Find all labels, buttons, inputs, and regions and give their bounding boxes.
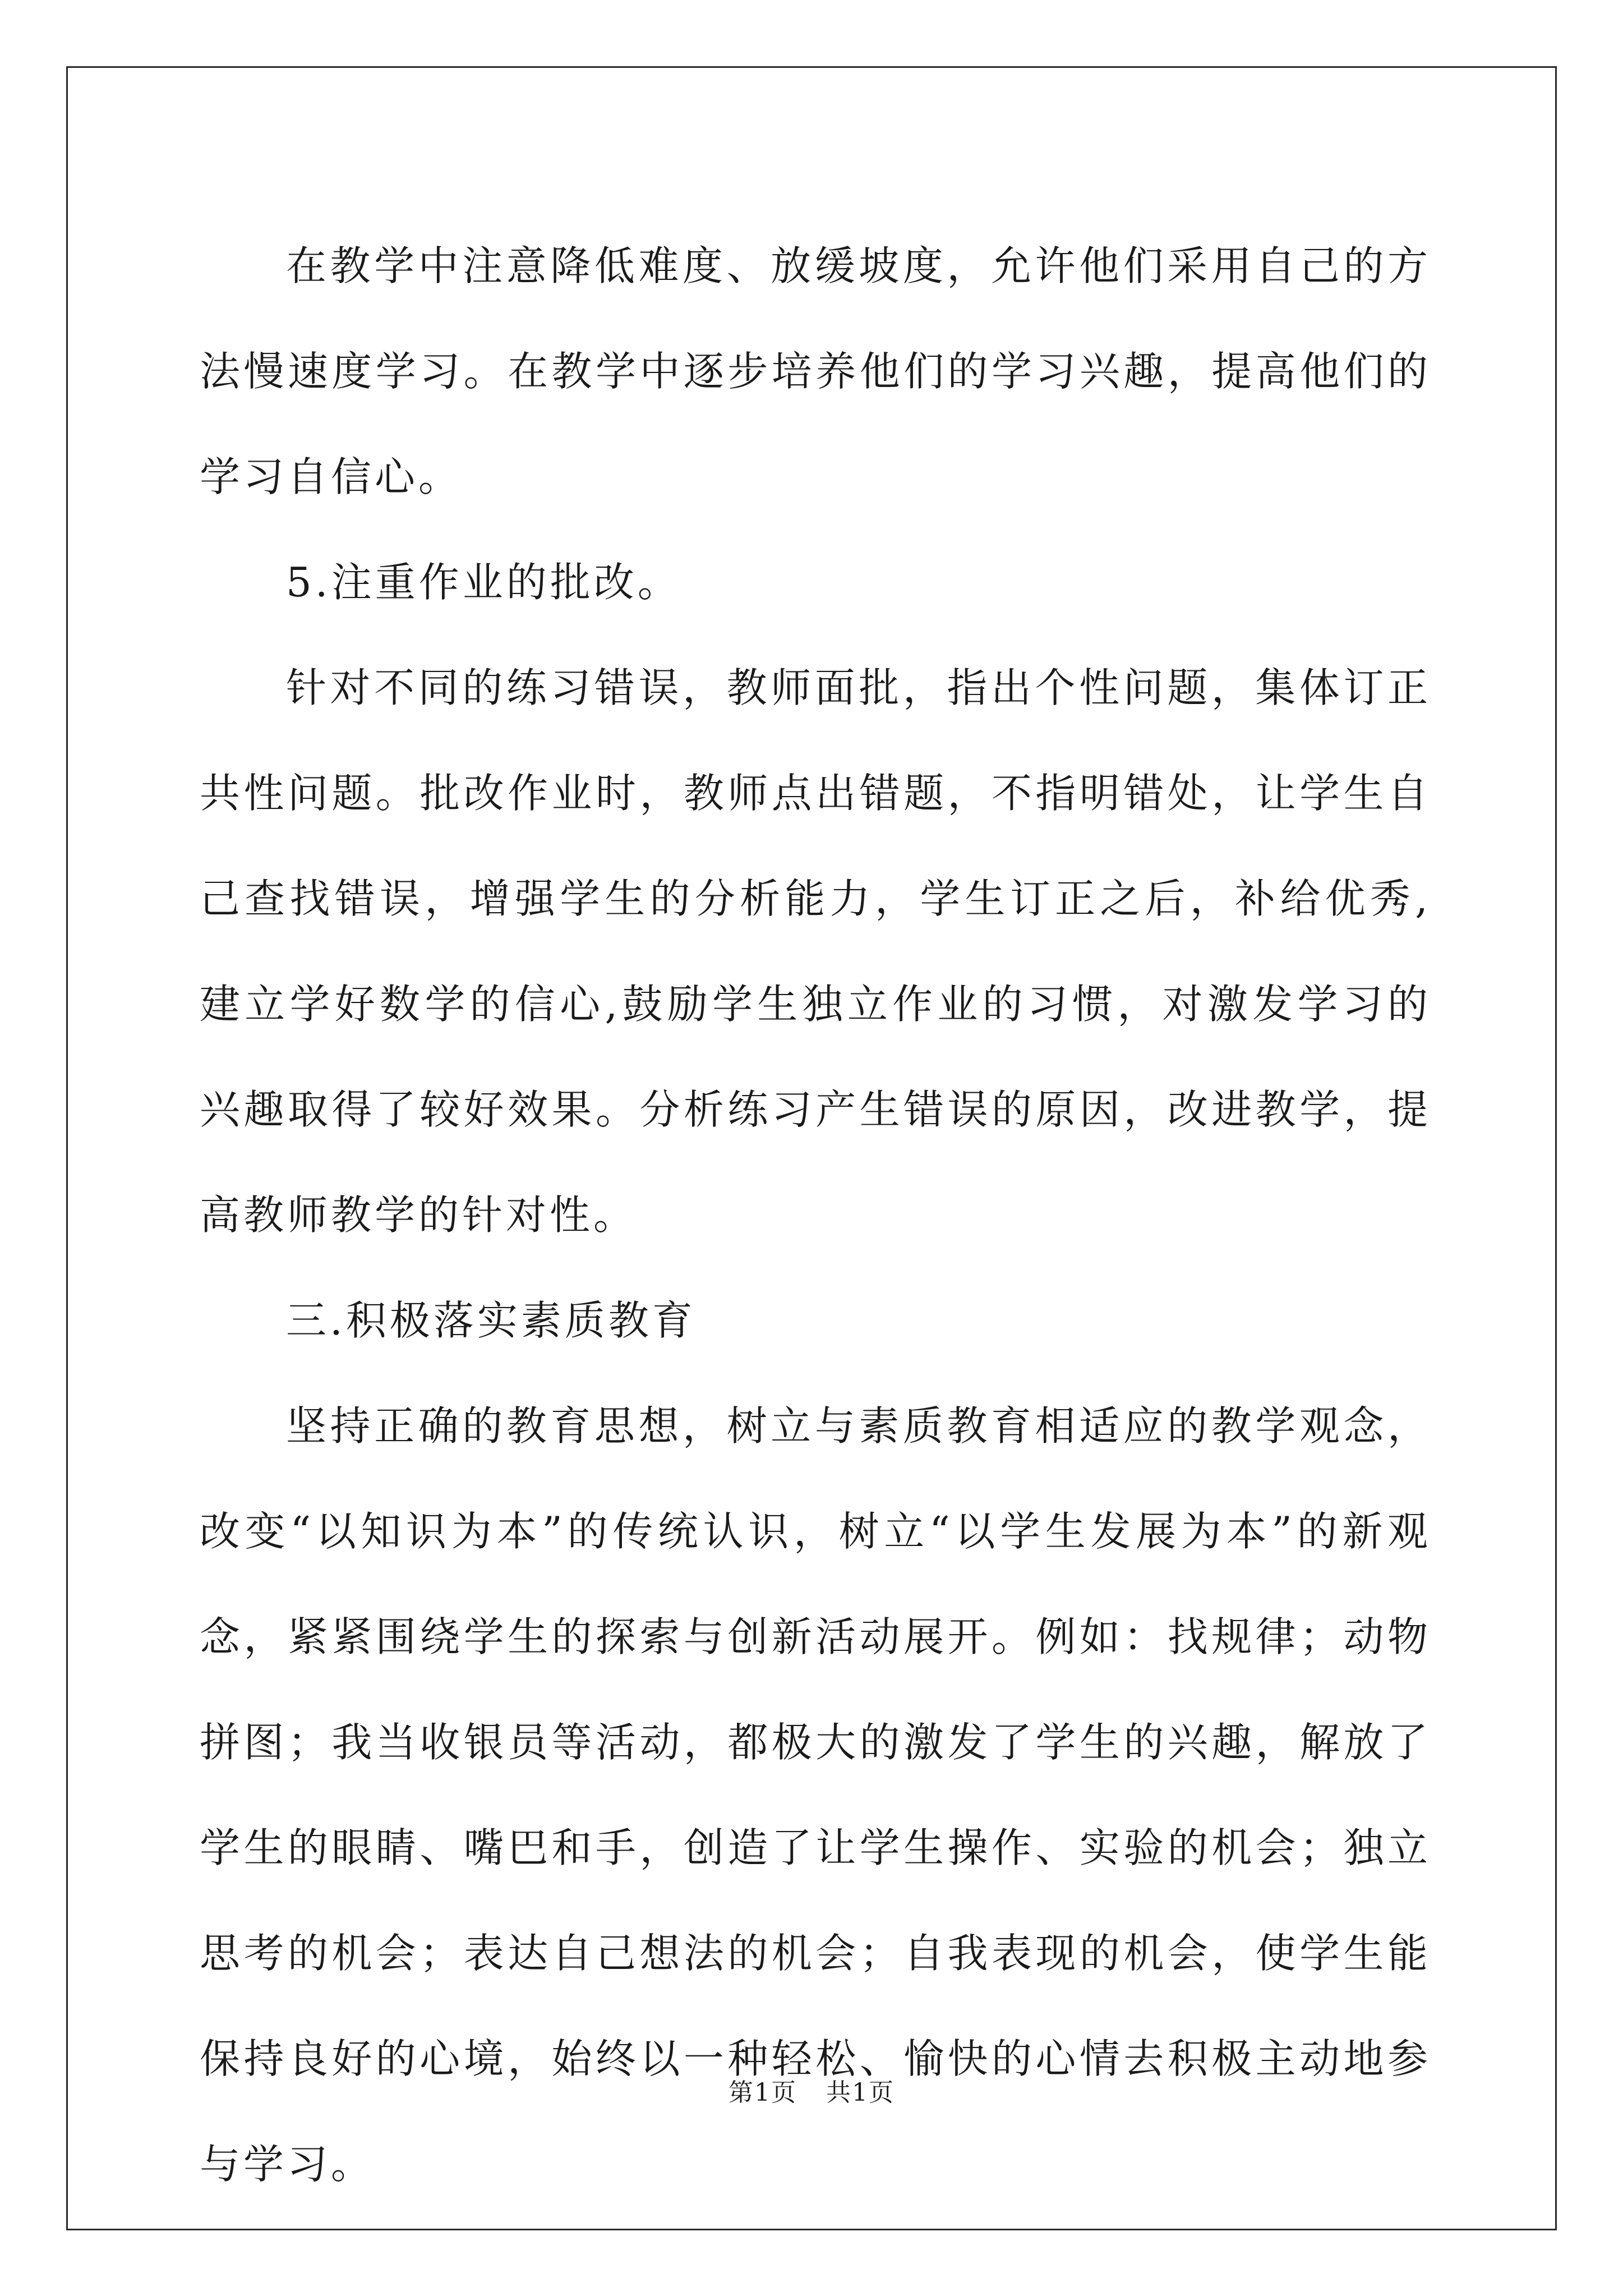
paragraph-homework-correction: 针对不同的练习错误，教师面批，指出个性问题，集体订正共性问题。批改作业时，教师点出错题，不指明错处，让学生自己查找错误，增强学生的分析能力，学生订正之后，补给优秀,建立学好数学的信心,鼓励学生独立作业的习惯，对激发学习的兴趣取得了较好效果。分析练习产生错误的原因，改进教学，提高教师教学的针对性。 xyxy=(200,664,1431,1239)
paragraph-learning-confidence: 在教学中注意降低难度、放缓坡度，允许他们采用自己的方法慢速度学习。在教学中逐步培养他们的学习兴趣，提高他们的学习自信心。 xyxy=(200,242,1431,500)
section-heading-quality-education: 三.积极落实素质教育 xyxy=(286,1297,696,1344)
section-heading-homework: 5.注重作业的批改。 xyxy=(286,559,681,606)
page-footer xyxy=(0,2072,1623,2108)
page-total: 共1页 xyxy=(826,2078,895,2107)
document-body xyxy=(200,213,1431,2217)
page-number: 第1页 xyxy=(728,2078,797,2107)
paragraph-quality-education: 坚持正确的教育思想，树立与素质教育相适应的教学观念，改变“以知识为本”的传统认识，树立“以学生发展为本”的新观念，紧紧围绕学生的探索与创新活动展开。例如：找规律；动物拼图；我当收银员等活动，都极大的激发了学生的兴趣，解放了学生的眼睛、嘴巴和手，创造了让学生操作、实验的机会；独立思考的机会；表达自己想法的机会；自我表现的机会，使学生能保持良好的心境，始终以一种轻松、愉快的心情去积极主动地参与学习。 xyxy=(200,1402,1431,2188)
